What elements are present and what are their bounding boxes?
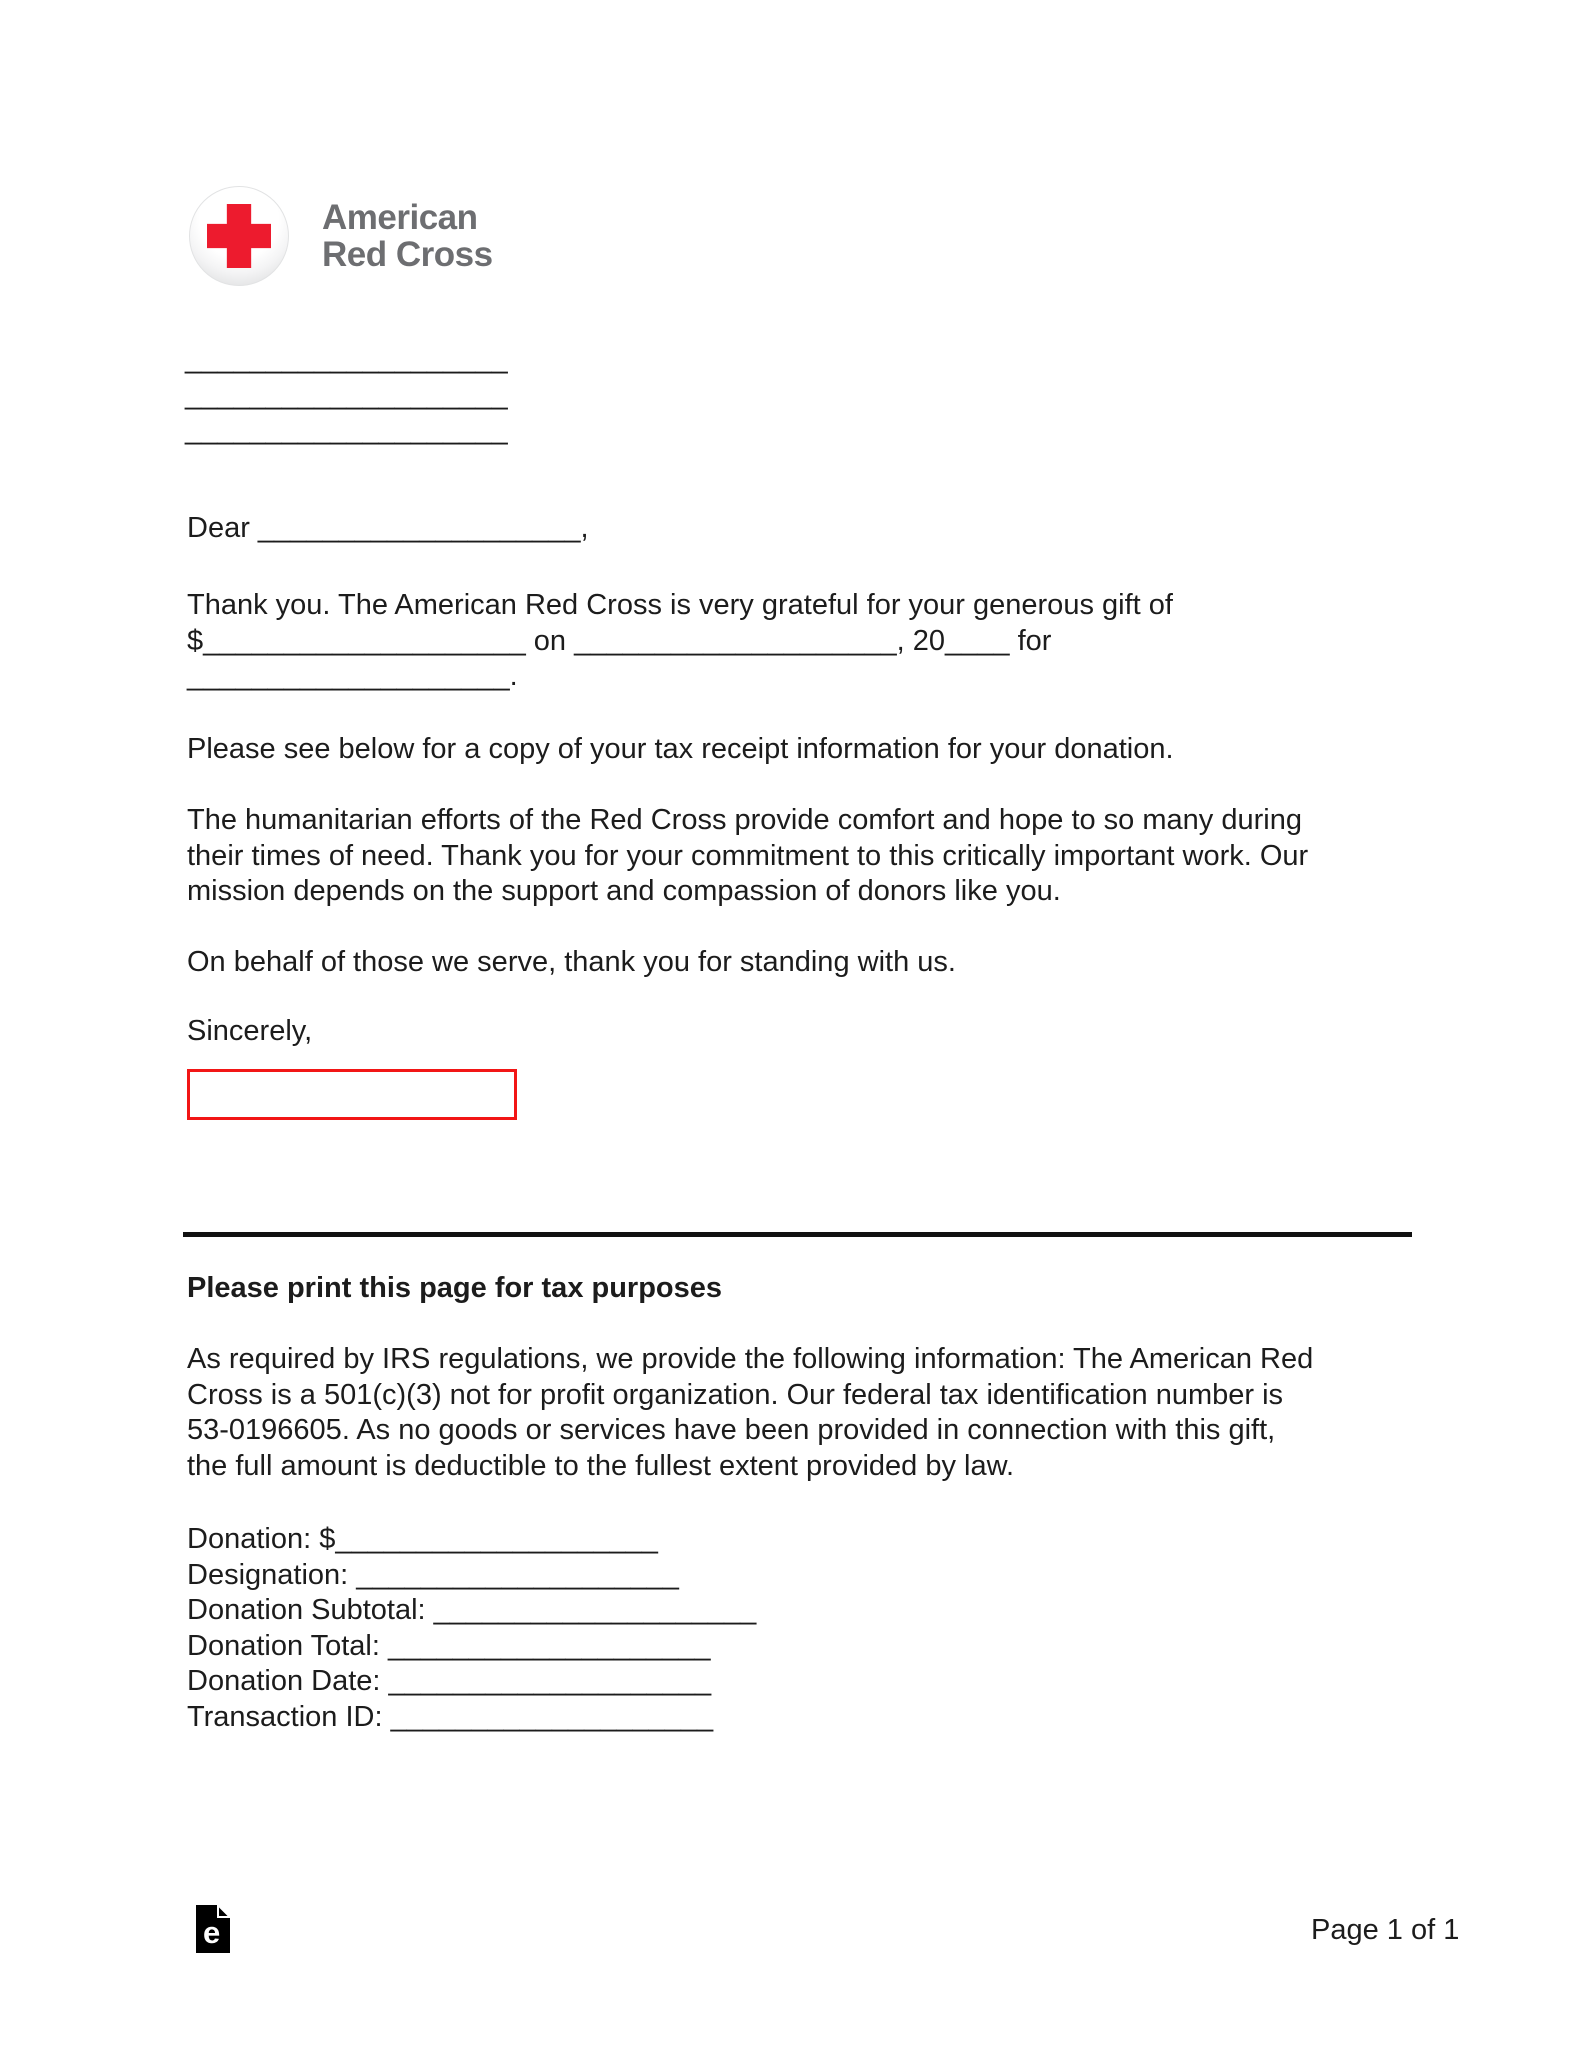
page-number: Page 1 of 1 (1311, 1914, 1460, 1946)
paragraph-line: $____________________ on ____________________, 20____ for (187, 624, 1052, 657)
paragraph-line: Cross is a 501(c)(3) not for profit organization. Our federal tax identification number is (187, 1378, 1284, 1411)
gratitude-paragraph (187, 588, 1173, 695)
red-cross-emblem-icon (189, 186, 289, 286)
address-blank-line: ____________________ (185, 378, 508, 411)
signature-box (187, 1069, 517, 1120)
tax-field-line-total: Donation Total: ____________________ (187, 1629, 711, 1662)
receipt-note-line: Please see below for a copy of your tax receipt information for your donation. (187, 733, 1174, 765)
american-red-cross-logo (189, 186, 493, 286)
mission-paragraph (187, 803, 1308, 910)
paragraph-line: ____________________. (187, 660, 518, 692)
paragraph-line: As required by IRS regulations, we provide the following information: The American Red (187, 1343, 1314, 1375)
tax-field-line-transaction-id: Transaction ID: ____________________ (187, 1700, 714, 1733)
paragraph-line: Thank you. The American Red Cross is very grateful for your generous gift of (187, 589, 1173, 621)
paragraph-line: their times of need. Thank you for your commitment to this critically important work. Our (187, 839, 1309, 872)
tax-field-line-donation: Donation: $____________________ (187, 1523, 658, 1555)
red-cross-icon (207, 204, 271, 268)
paragraph-line: the full amount is deductible to the fullest extent provided by law. (187, 1449, 1014, 1482)
salutation-line: Dear ____________________, (187, 512, 589, 544)
address-block (185, 342, 508, 449)
tax-fields-list (187, 1522, 756, 1735)
logo-wordmark (322, 199, 493, 273)
tax-field-line-subtotal: Donation Subtotal: ____________________ (187, 1594, 757, 1626)
logo-wordmark-line1: American (322, 198, 478, 237)
address-blank-line: ____________________ (185, 343, 508, 375)
paragraph-line: mission depends on the support and compassion of donors like you. (187, 875, 1061, 907)
eforms-logo-icon (196, 1905, 230, 1953)
paragraph-line: 53-0196605. As no goods or services have been provided in connection with this gift, (187, 1414, 1276, 1446)
tax-field-line-date: Donation Date: ____________________ (187, 1665, 712, 1697)
tax-field-line-designation: Designation: ____________________ (187, 1558, 679, 1591)
signoff-line: Sincerely, (187, 1015, 313, 1047)
closing-line: On behalf of those we serve, thank you for standing with us. (187, 946, 956, 978)
address-blank-line: ____________________ (185, 414, 508, 446)
paragraph-line: The humanitarian efforts of the Red Cross provide comfort and hope to so many during (187, 804, 1302, 836)
tax-section-heading: Please print this page for tax purposes (187, 1272, 723, 1304)
logo-wordmark-line2: Red Cross (322, 235, 493, 274)
svg-text:e: e (203, 1915, 221, 1950)
irs-paragraph (187, 1342, 1313, 1484)
section-divider (183, 1232, 1412, 1237)
